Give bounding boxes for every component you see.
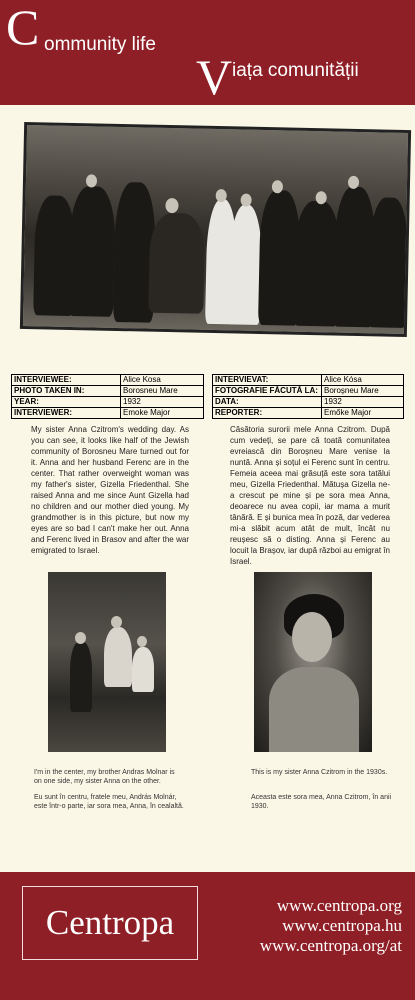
caption-anna-english: This is my sister Anna Czitrom in the 1930s. [251, 769, 388, 776]
anna-portrait-photo [254, 572, 372, 752]
info-table-english [11, 374, 204, 419]
title-english: ommunity life [44, 34, 156, 55]
url-centropa-hu[interactable]: www.centropa.hu [282, 916, 402, 935]
url-centropa-org-at[interactable]: www.centropa.org/at [259, 936, 402, 955]
url-centropa-org[interactable]: www.centropa.org [276, 896, 402, 915]
caption-anna-romanian: Aceasta este sora mea, Anna Czitrom, în anii 1930. [251, 794, 392, 810]
centropa-logo: Centropa [22, 886, 198, 960]
title-romanian: iața comunității [232, 60, 359, 81]
caption-children-english: I'm in the center, my brother Andras Molnar is on one side, my sister Anna on the other. [34, 769, 175, 785]
info-row-intervievat: INTERVIEVAT: Alice Kósa [213, 375, 404, 386]
title-initial-c: C [6, 0, 40, 55]
website-links [224, 896, 402, 956]
info-row-fotografie: FOTOGRAFIE FĂCUTĂ LA: Boroșneu Mare [213, 386, 404, 397]
info-row-photo-taken: PHOTO TAKEN IN: Borosneu Mare [12, 386, 204, 397]
caption-children-romanian: Eu sunt în centru, fratele meu, András Molnár, este într-o parte, iar sora mea, Anna, în cealaltă. [34, 794, 184, 810]
info-row-year: YEAR: 1932 [12, 397, 204, 408]
story-text-romanian: Căsătoria surorii mele Anna Czitrom. După cum vedeți, se pare că toată comunitatea evreiască din Boroșneu Mare venise la nuntă. Anna și soțul ei Ferenc sunt în centru. Femeia aceea mai grăsuță este sora tatălui meu, Gizella Friedenthal. Mătușa Gizella ne-a crescut pe mine și pe sora mea Anna, deoarece nu avea copii, iar mama a murit tânără. E și bunica mea în poză, dar vederea mi-a slăbit acum atât de mult, încât nu reușesc să o disting. Anna și Ferenc au locuit la Brașov, iar după război au emigrat în Israel. [230, 425, 390, 566]
info-row-data: DATA: 1932 [213, 397, 404, 408]
story-text-english: My sister Anna Czitrom's wedding day. As you can see, it looks like half of the Jewish community of Borosneu Mare turned out for it. Anna and her husband Ferenc are in the center. That rather overweight woman was my father's sister, Gizella Friedenthal. She raised Anna and me since Aunt Gizella had no children and our mother died young. My grandmother is in this picture, but now my eyes are so bad I can't make her out. Anna and Ferenc lived in Brasov and after the war emigrated to Israel. [31, 425, 189, 555]
info-row-reporter: REPORTER: Emőke Major [213, 408, 404, 419]
info-table-romanian [212, 374, 404, 419]
title-initial-v: V [196, 49, 233, 105]
children-photo [48, 572, 166, 752]
info-row-interviewee: INTERVIEWEE: Alice Kosa [12, 375, 204, 386]
info-row-interviewer: INTERVIEWER: Emoke Major [12, 408, 204, 419]
wedding-group-photo [20, 122, 411, 337]
